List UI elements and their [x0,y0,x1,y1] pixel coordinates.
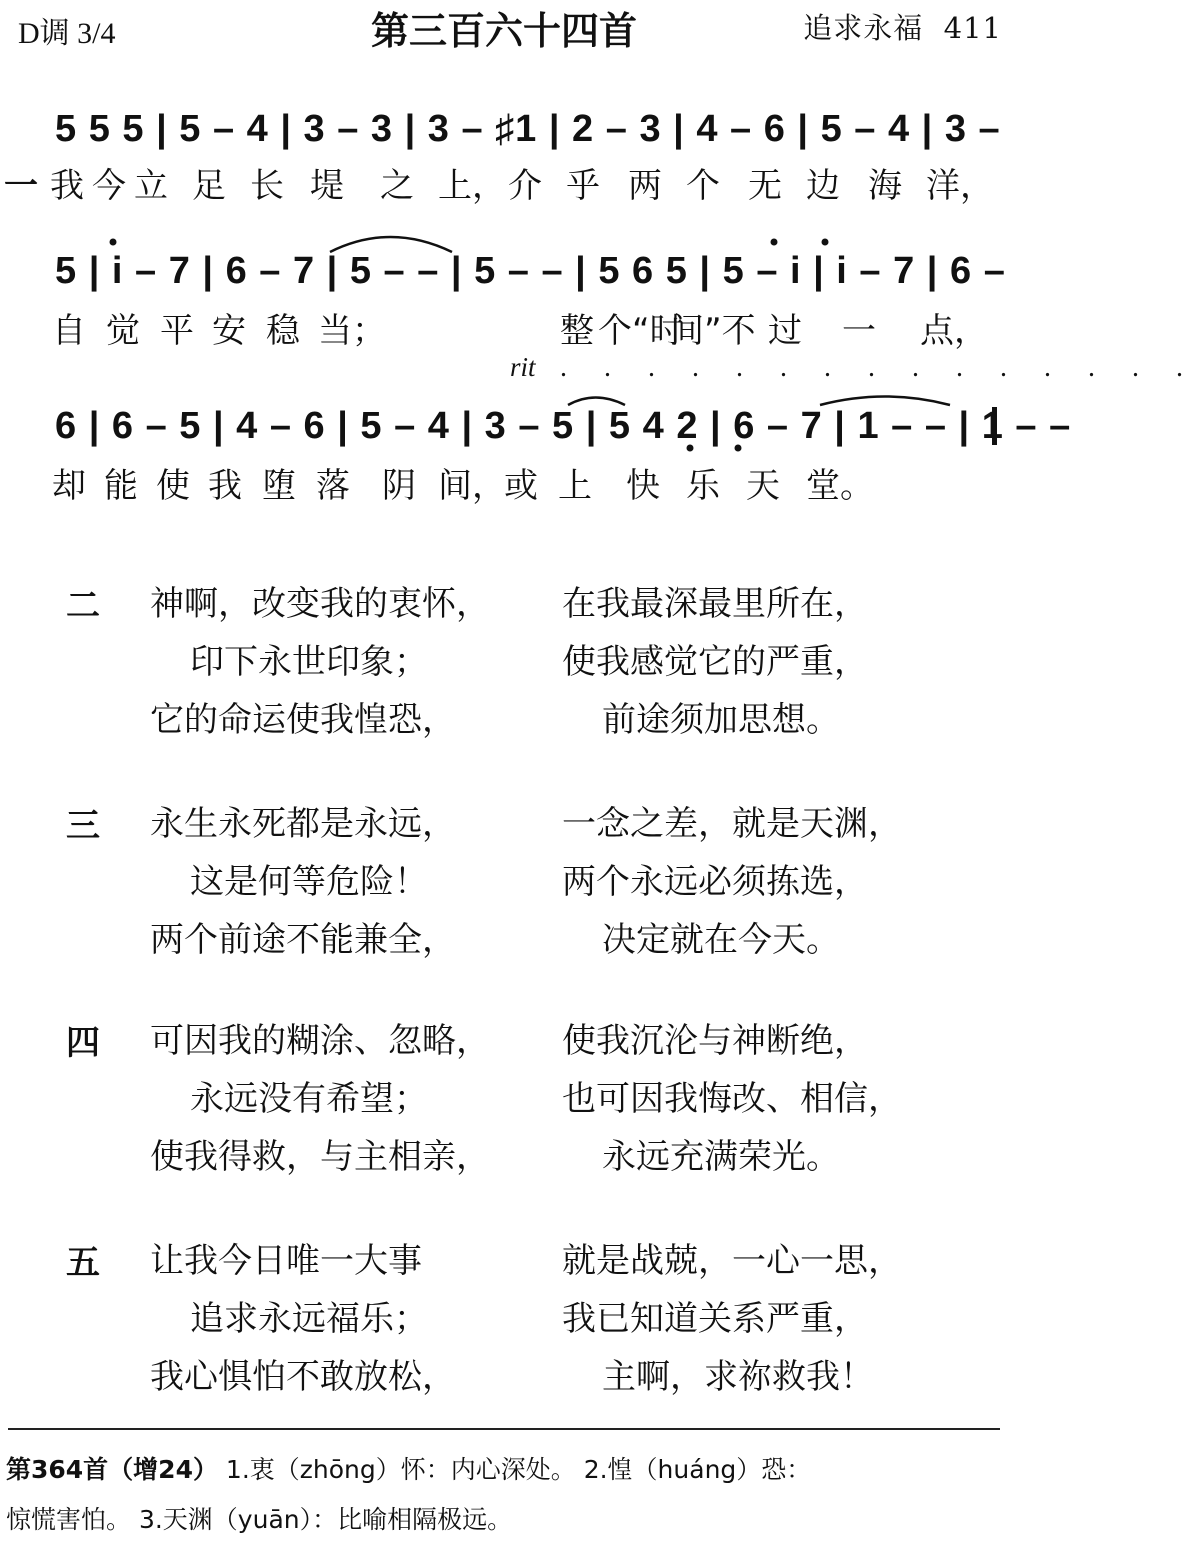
verse-line: 追求永远福乐； [190,1299,428,1339]
lyric-syllable: 堂。 [806,466,874,506]
lyric-syllable: 我 [208,466,242,506]
verse-line: 就是战兢，一心一思， [562,1241,902,1281]
lyric-syllable: 两 [628,166,662,206]
lyric-syllable: 或 [504,466,538,506]
verse-line: 我已知道关系严重， [562,1299,868,1339]
verse-line: 可因我的糊涂、忽略， [150,1021,490,1061]
lyric-syllable: 我 [50,166,84,206]
verse-line: 在我最深最里所在， [562,584,868,624]
lyric-syllable: 能 [104,466,138,506]
lyric-syllable: 平 [160,311,194,351]
lyric-syllable: 今 [92,166,126,206]
lyric-syllable: 长 [250,166,284,206]
notation-row-1: 5 5 5 | 5 – 4 | 3 – 3 | 3 – ♯1 | 2 – 3 | 4 – 6 | 5 – 4 | 3 – [55,108,1001,150]
verse-number-3: 三 [66,806,100,846]
lyric-syllable: 堤 [310,166,344,206]
lyric-syllable: 之 [380,166,414,206]
lyric-syllable: 却 [52,466,86,506]
verse-line: 永远充满荣光。 [602,1137,840,1177]
footnote-text: 1.衷（zhōng）怀：内心深处。 2.惶（huáng）恐： [217,1455,812,1484]
lyric-syllable: 上， [438,166,506,206]
lyric-syllable: 当； [318,311,386,351]
lyric-syllable: 无 [748,166,782,206]
lyric-syllable: 使 [156,466,190,506]
verse-number-2: 二 [66,586,100,626]
verse-line: 这是何等危险！ [190,862,428,902]
lyric-syllable: 上 [558,466,592,506]
verse-marker-1: 一 [4,166,38,206]
lyric-syllable: 个“时 [598,311,684,351]
lyric-syllable: 间”不 [670,311,756,351]
category-label: 追求永福 [803,11,924,45]
page-number: 411 [943,11,1002,45]
verse-line: 决定就在今天。 [602,920,840,960]
lyric-syllable: 点， [920,311,988,351]
lyric-syllable: 过 [768,311,802,351]
lyric-syllable: 天 [746,466,780,506]
lyric-syllable: 整 [560,311,594,351]
lyric-syllable: 自 [52,311,86,351]
verse-line: 主啊，求祢救我！ [602,1357,874,1397]
verse-line: 印下永世印象； [190,642,428,682]
lyric-syllable: 稳 [266,311,300,351]
lyric-syllable: 立 [134,166,168,206]
high-octave-dot [822,239,829,246]
lyric-syllable: 堕 [262,466,296,506]
verse-line: 神啊，改变我的衷怀， [150,584,490,624]
notation-row-2: 5 | i – 7 | 6 – 7 | 5 – – | 5 – – | 5 6 5 | 5 – i | i – 7 | 6 – [55,250,1006,292]
lyric-syllable: 乎 [566,166,600,206]
lyric-syllable: 足 [192,166,226,206]
lyric-syllable: 安 [212,311,246,351]
verse-line: 一念之差，就是天渊， [562,804,902,844]
lyrics-row-3 [0,458,1008,506]
verse-line: 两个前途不能兼全， [150,920,456,960]
verse-line: 它的命运使我惶恐， [150,700,456,740]
lyric-syllable: 间， [438,466,506,506]
verse-line: 使我沉沦与神断绝， [562,1021,868,1061]
lyric-syllable: 个 [686,166,720,206]
footnote-label: 第364首（增24） [6,1455,218,1484]
lyrics-row-2 [0,303,1008,351]
lyric-syllable: 落 [316,466,350,506]
verse-line: 永生永死都是永远， [150,804,456,844]
lyric-syllable: 快 [626,466,660,506]
high-octave-dot [771,239,778,246]
phrase-slur-end [820,397,950,406]
lyric-syllable: 海 [868,166,902,206]
lyric-syllable: 乐 [686,466,720,506]
verse-line: 两个永远必须拣选， [562,862,868,902]
verse-number-5: 五 [66,1243,100,1283]
ritardando-mark: rit [510,352,536,382]
lyric-syllable: 介 [508,166,542,206]
verse-number-4: 四 [66,1023,100,1063]
lyric-syllable: 觉 [106,311,140,351]
verse-line: 永远没有希望； [190,1079,428,1119]
key-signature: D调 3/4 [18,17,116,50]
ritardando-dots: . . . . . . . . . . . . . . . [560,352,1198,383]
footnote-line-1 [6,1450,811,1486]
footnote-line-2: 惊慌害怕。 3.天渊（yuān）：比喻相隔极远。 [6,1505,513,1534]
verse-line: 让我今日唯一大事 [150,1241,422,1281]
hymn-title: 第三百六十四首 [370,9,637,53]
notation-row-3: 6 | 6 – 5 | 4 – 6 | 5 – 4 | 3 – 5 | 5 4 2 | 6 – 7 | 1 – – | 1 – – [55,405,1072,447]
verse-line: 也可因我悔改、相信， [562,1079,902,1119]
high-octave-dot [110,239,117,246]
verse-line: 使我得救，与主相亲， [150,1137,490,1177]
lyrics-row-1 [0,158,1008,206]
lyric-syllable: 边 [806,166,840,206]
phrase-slur-542 [568,398,625,406]
verse-line: 前途须加思想。 [602,700,840,740]
lyric-syllable: 一 [842,311,876,351]
lyric-syllable: 阴 [382,466,416,506]
verse-line: 使我感觉它的严重， [562,642,868,682]
lyric-syllable: 洋， [926,166,994,206]
verse-line: 我心惧怕不敢放松， [150,1357,456,1397]
footnote-divider [8,1428,1000,1430]
